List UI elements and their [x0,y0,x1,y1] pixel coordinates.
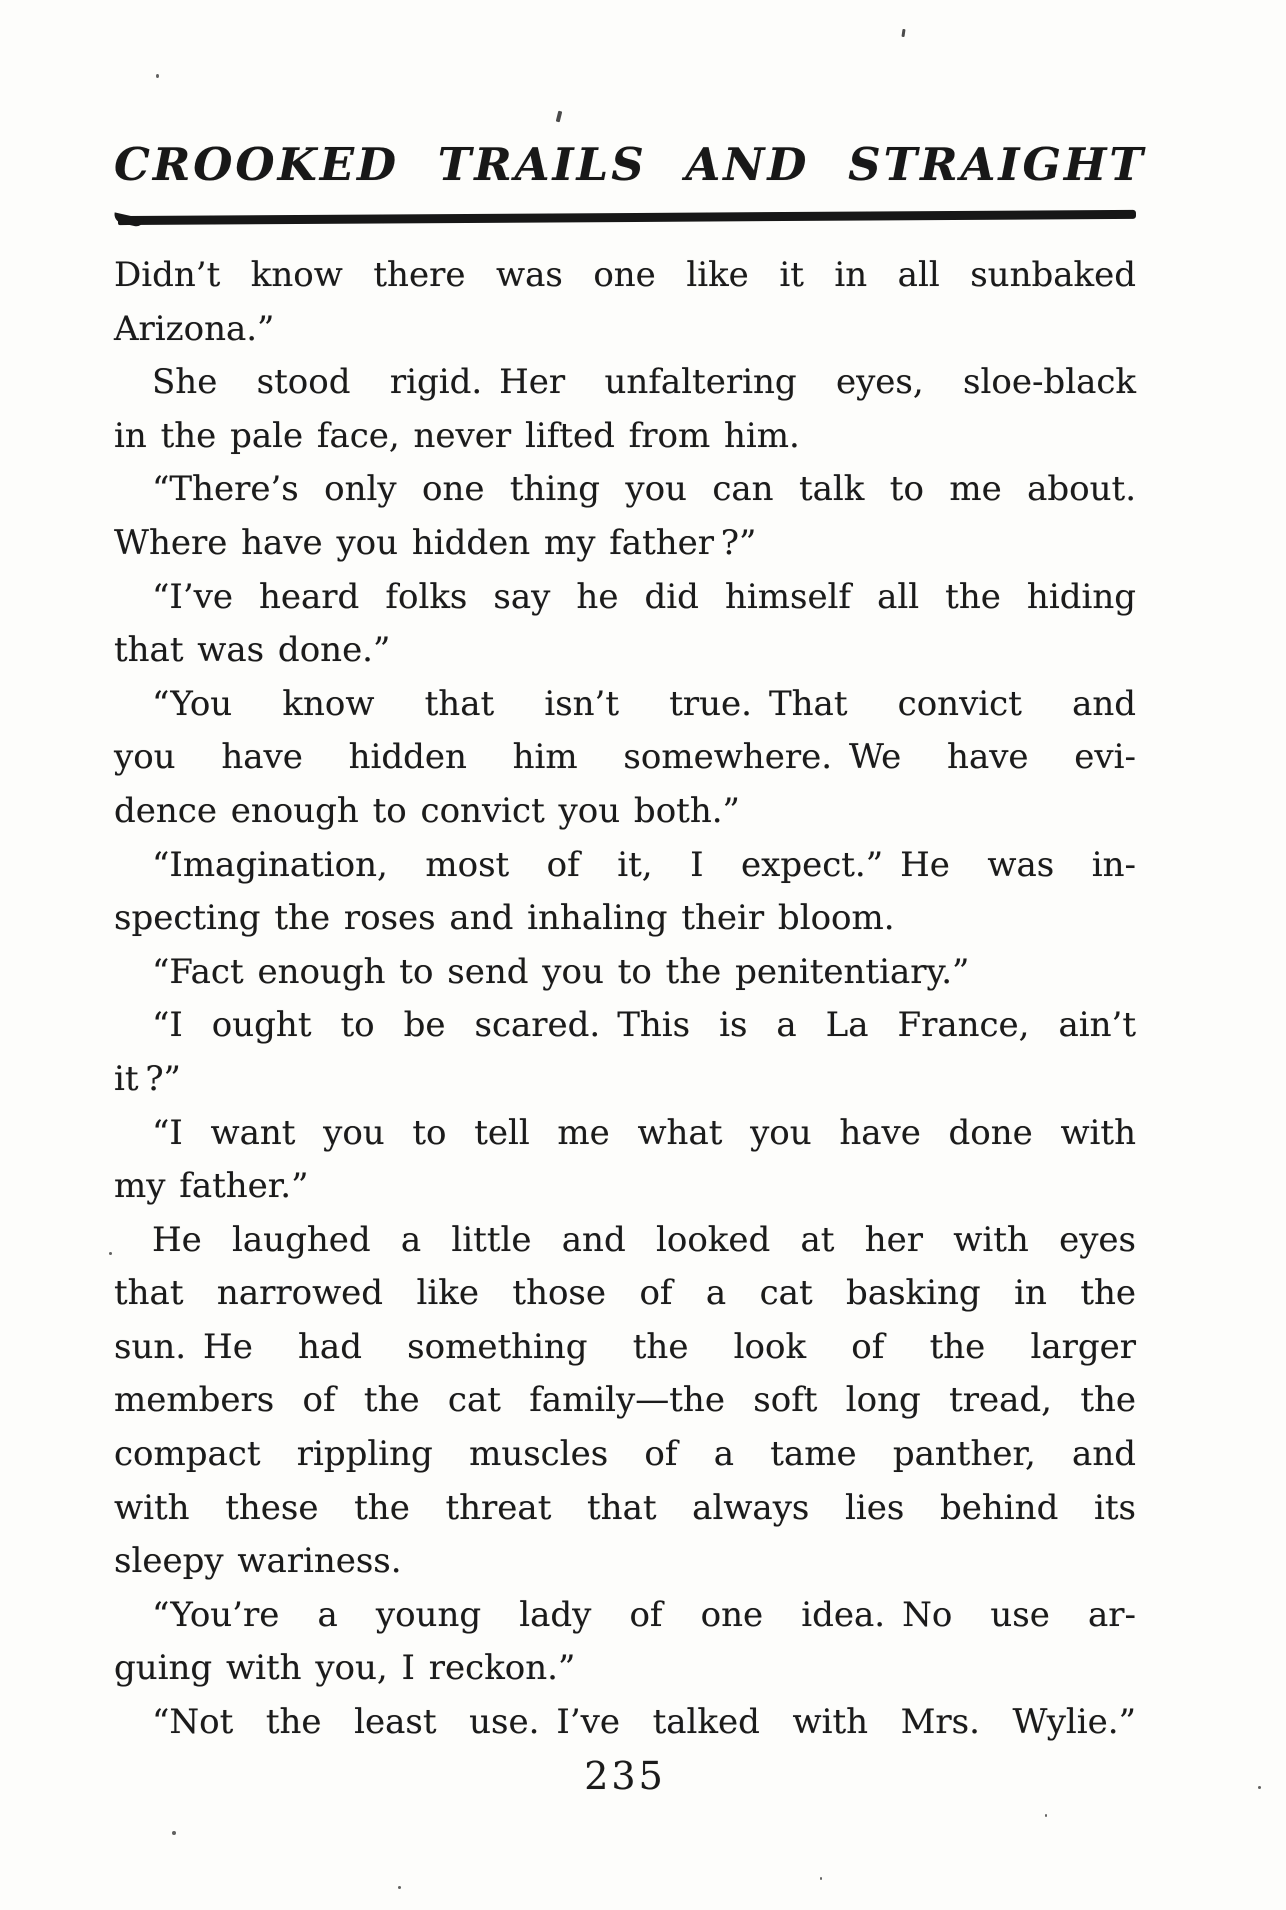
text-line: He laughed a little and looked at her with eyes [152,1219,1136,1260]
text-lines [114,249,1136,1750]
header-rule [118,210,1136,225]
scan-speck [398,1886,401,1889]
text-line: “You’re a young lady of one idea. No use ar- [152,1594,1136,1635]
scan-speck [556,111,563,123]
text-line: members of the cat family—the soft long tread, the [114,1380,1136,1421]
scan-speck [1045,1814,1047,1817]
text-line: “There’s only one thing you can talk to me about. [152,469,1136,510]
text-line: dence enough to convict you both.” [114,790,740,831]
scan-speck [901,29,905,37]
text-line: it ?” [114,1058,181,1099]
text-line: “Fact enough to send you to the penitentiary.” [152,951,970,992]
text-line: compact rippling muscles of a tame panther, and [114,1434,1136,1475]
text-line: “Not the least use. I’ve talked with Mrs. Wylie.” [152,1702,1136,1743]
text-line: with these the threat that always lies behind its [114,1487,1136,1528]
text-line: that narrowed like those of a cat basking in the [114,1273,1136,1314]
text-line: She stood rigid. Her unfaltering eyes, sloe-black [152,362,1136,403]
text-line: Didn’t know there was one like it in all sunbaked [114,255,1136,295]
text-line: specting the roses and inhaling their bloom. [114,898,895,939]
text-line: my father.” [114,1166,309,1207]
text-line: Where have you hidden my father ?” [114,522,757,563]
scan-speck [156,74,159,78]
text-line: “Imagination, most of it, I expect.” He was in- [152,844,1136,885]
text-line: in the pale face, never lifted from him. [114,415,800,456]
scan-speck [1258,1786,1261,1789]
text-line: sleepy wariness. [114,1541,402,1582]
text-line: that was done.” [114,630,391,671]
scan-speck [109,1252,112,1255]
page-number: 235 [584,1754,666,1798]
running-header: CROOKED TRAILS AND STRAIGHT [114,138,1146,191]
text-line: “You know that isn’t true. That convict and [152,683,1136,724]
text-line: Arizona.” [114,308,275,349]
text-line: you have hidden him somewhere. We have evi- [114,737,1136,778]
text-line: sun. He had something the look of the larger [114,1326,1136,1367]
text-line: guing with you, I reckon.” [114,1648,576,1689]
text-line: “I’ve heard folks say he did himself all the hiding [152,576,1136,617]
scan-speck [820,1877,822,1880]
text-line: “I want you to tell me what you have done with [152,1112,1136,1153]
scan-speck [172,1831,176,1835]
text-line: “I ought to be scared. This is a La France, ain’t [152,1005,1136,1046]
